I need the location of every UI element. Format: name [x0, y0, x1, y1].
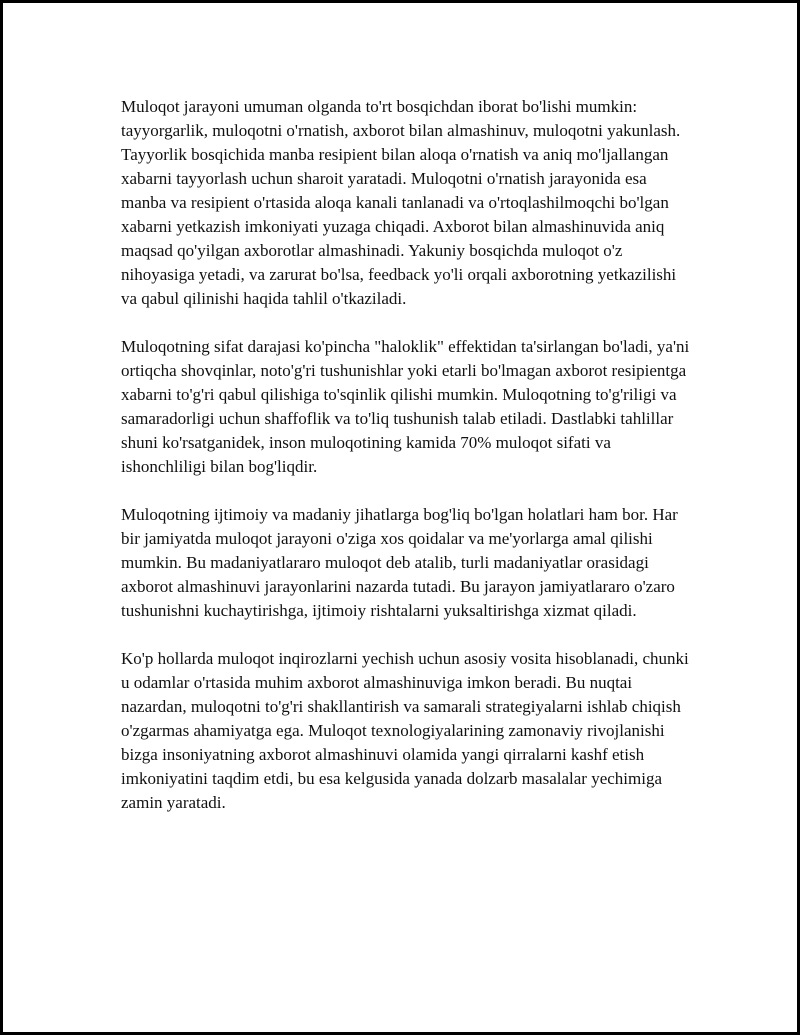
- document-body: [121, 95, 696, 839]
- paragraph-3: Muloqotning ijtimoiy va madaniy jihatlarga bog'liq bo'lgan holatlari ham bor. Har bir jamiyatda muloqot jarayoni o'ziga xos qoidalar va me'yorlarga amal qilishi mumkin. Bu madaniyatlararo muloqot deb atalib, turli madaniyatlar orasidagi axborot almashinuvi jarayonlarini nazarda tutadi. Bu jarayon jamiyatlararo o'zaro tushunishni kuchaytirishga, ijtimoiy rishtalarni yuksaltirishga xizmat qiladi.: [121, 505, 678, 620]
- paragraph-1: Muloqot jarayoni umuman olganda to'rt bosqichdan iborat bo'lishi mumkin: tayyorgarlik, muloqotni o'rnatish, axborot bilan almashinuv, muloqotni yakunlash. Tayyorlik bosqichida manba resipient bilan aloqa o'rnatish va aniq mo'ljallangan xabarni tayyorlash uchun sharoit yaratadi. Muloqotni o'rnatish jarayonida esa manba va resipient o'rtasida aloqa kanali tanlanadi va o'rtoqlashilmoqchi bo'lgan xabarni yetkazish imkoniyati yuzaga chiqadi. Axborot bilan almashinuvida aniq maqsad qo'yilgan axborotlar almashinadi. Yakuniy bosqichda muloqot o'z nihoyasiga yetadi, va zarurat bo'lsa, feedback yo'li orqali axborotning yetkazilishi va qabul qilinishi haqida tahlil o'tkaziladi.: [121, 97, 681, 308]
- paragraph-2: Muloqotning sifat darajasi ko'pincha "haloklik" effektidan ta'sirlangan bo'ladi, ya'ni ortiqcha shovqinlar, noto'g'ri tushunishlar yoki etarli bo'lmagan axborot resipientga xabarni to'g'ri qabul qilishiga to'sqinlik qilishi mumkin. Muloqotning to'g'riligi va samaradorligi uchun shaffoflik va to'liq tushunish talab etiladi. Dastlabki tahlillar shuni ko'rsatganidek, inson muloqotining kamida 70% muloqot sifati va ishonchliligi bilan bog'liqdir.: [121, 337, 690, 476]
- paragraph-4: Ko'p hollarda muloqot inqirozlarni yechish uchun asosiy vosita hisoblanadi, chunki u odamlar o'rtasida muhim axborot almashinuviga imkon beradi. Bu nuqtai nazardan, muloqotni to'g'ri shakllantirish va samarali strategiyalarni ishlab chiqish o'zgarmas ahamiyatga ega. Muloqot texnologiyalarining zamonaviy rivojlanishi bizga insoniyatning axborot almashinuvi olamida yangi qirralarni kashf etish imkoniyatini taqdim etdi, bu esa kelgusida yanada dolzarb masalalar yechimiga zamin yaratadi.: [121, 649, 689, 812]
